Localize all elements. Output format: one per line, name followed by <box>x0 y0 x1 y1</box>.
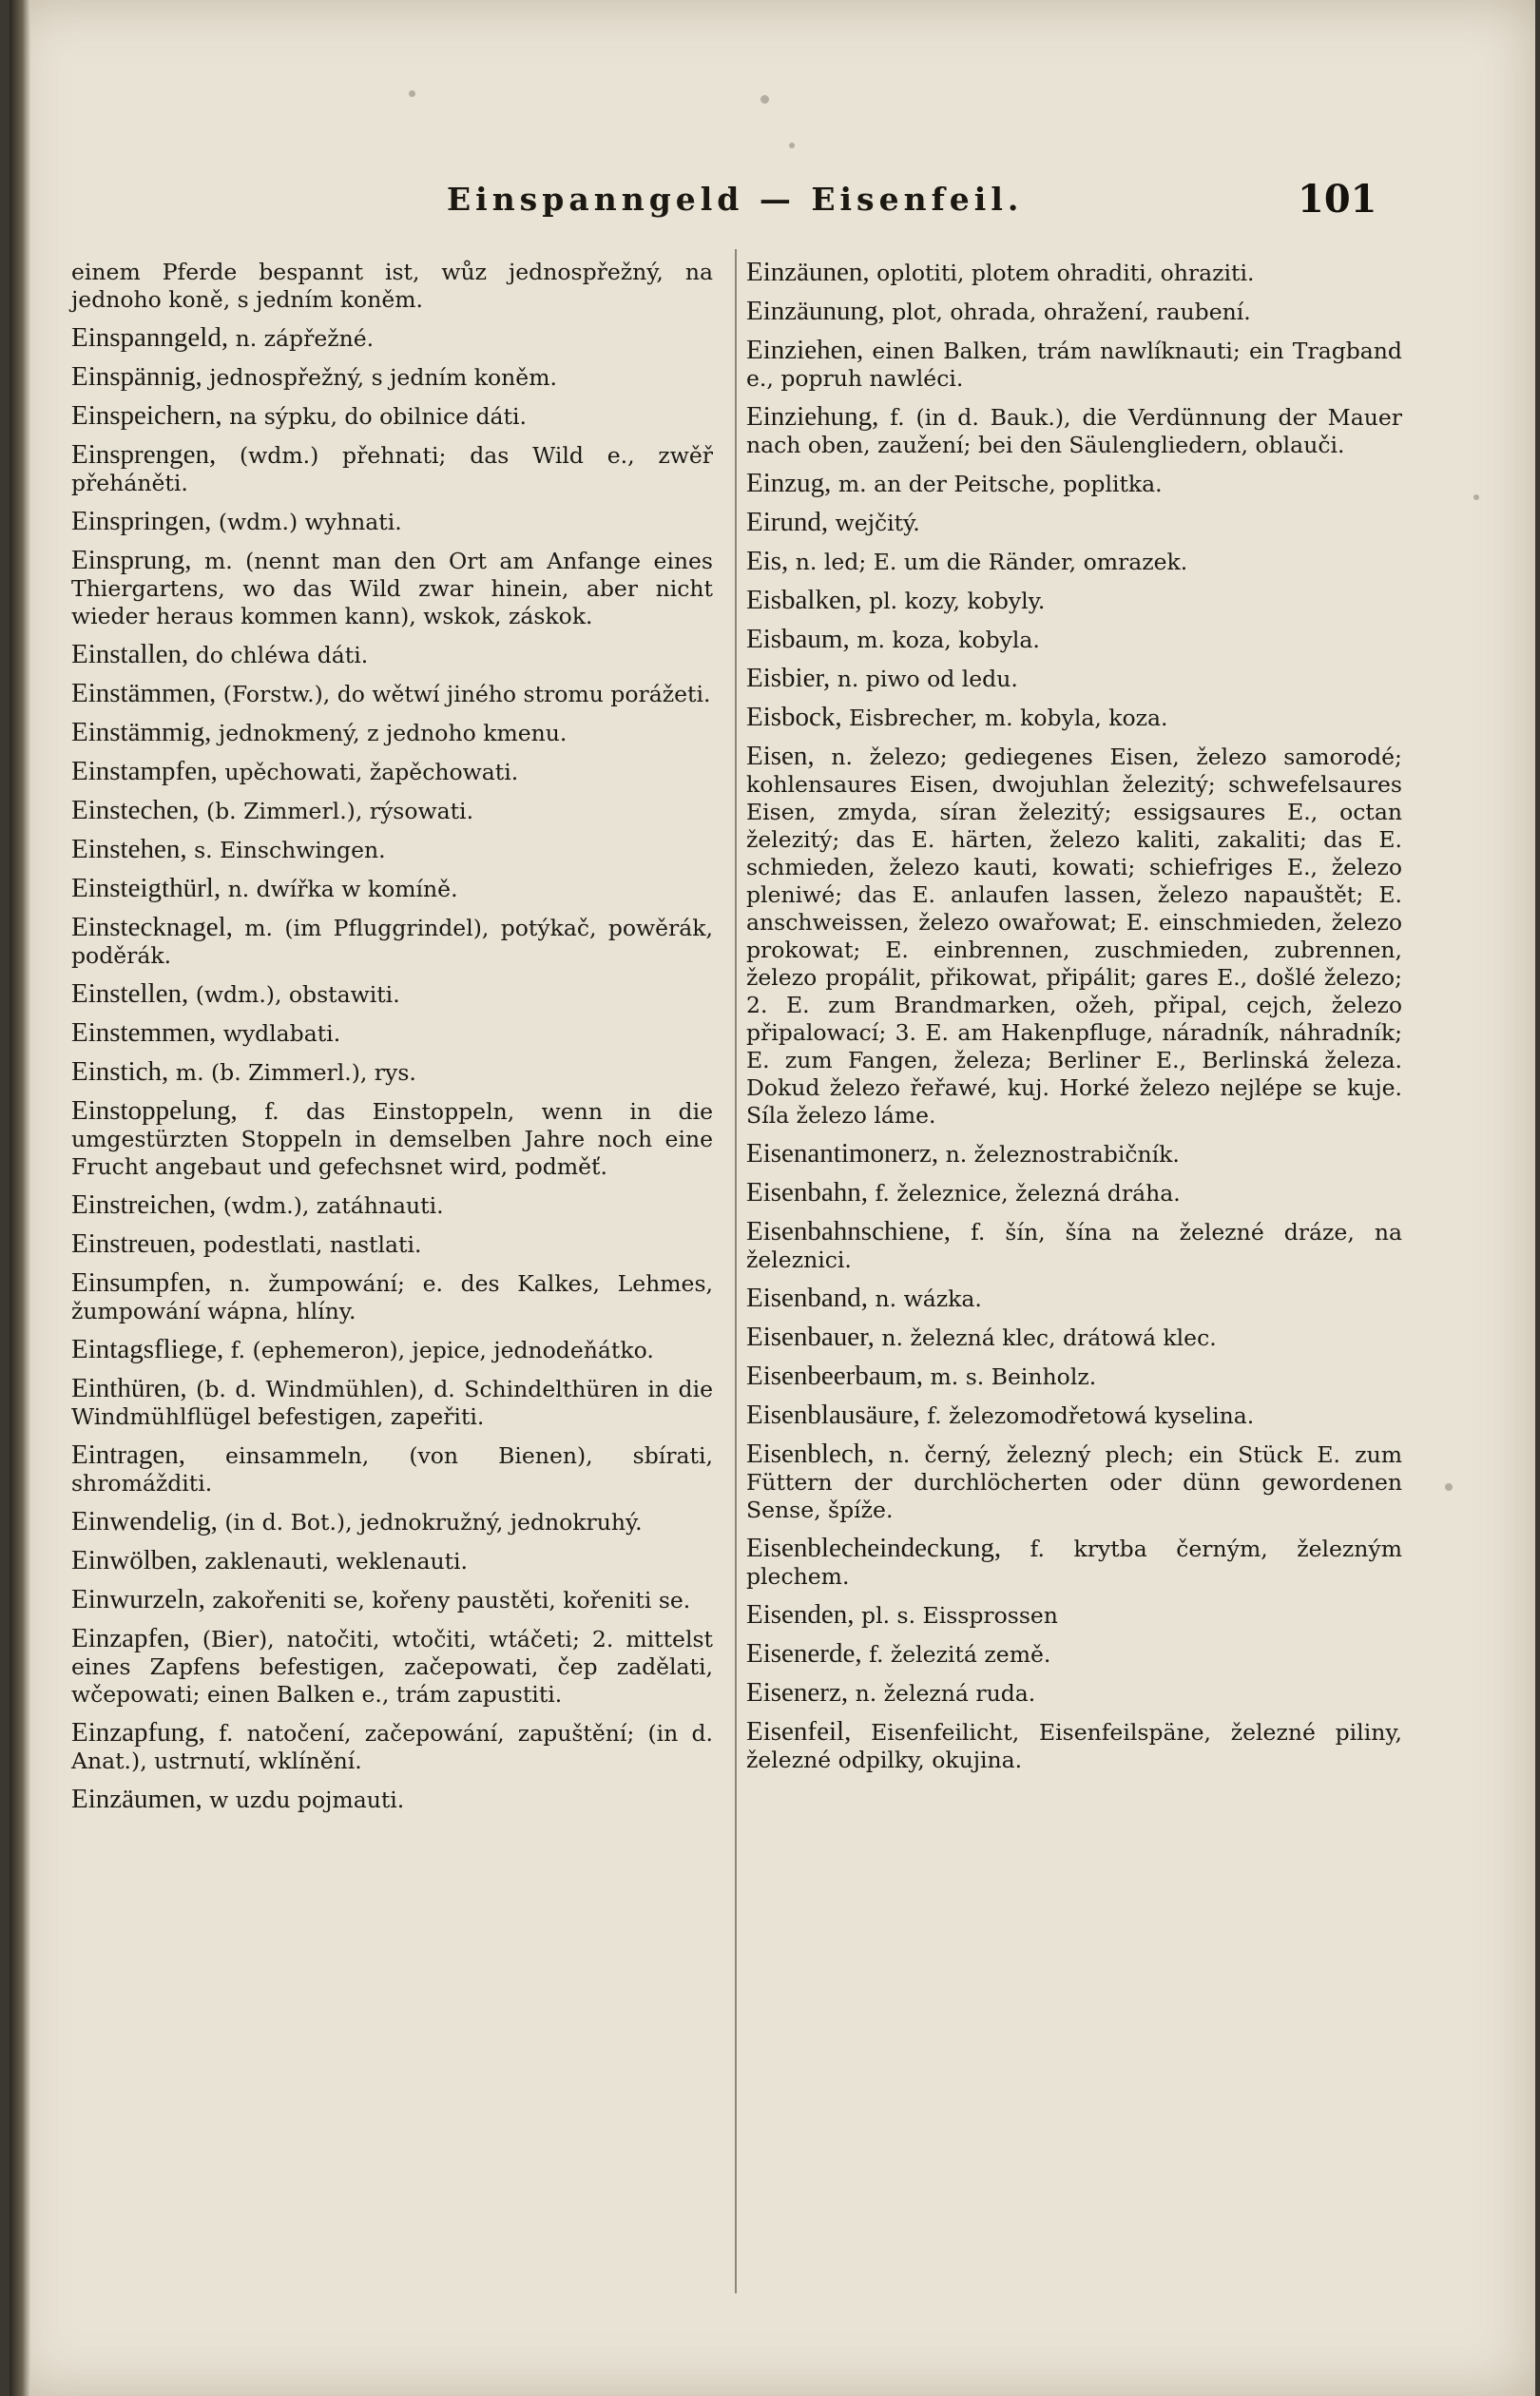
entry-headword: Einstechen, <box>71 795 200 825</box>
dictionary-entry <box>746 1140 1402 1169</box>
column-divider <box>735 249 737 2293</box>
entry-headword: Einsprengen, <box>71 439 217 470</box>
entry-definition: (wdm.), zatáhnauti. <box>222 1192 444 1219</box>
dictionary-entry <box>71 1375 713 1431</box>
entry-headword: Einsprung, <box>71 545 192 575</box>
dictionary-entry <box>746 1324 1402 1352</box>
dictionary-entry <box>746 1718 1402 1774</box>
entry-definition: m. (b. Zimmerl.), rys. <box>175 1059 416 1086</box>
dictionary-entry <box>71 836 713 864</box>
dictionary-entry <box>746 1440 1402 1524</box>
paper-speck <box>409 90 415 97</box>
entry-definition: zaklenauti, weklenauti. <box>204 1548 469 1575</box>
entry-definition: (b. Zimmerl.), rýsowati. <box>205 798 474 824</box>
entry-definition: zakořeniti se, kořeny paustěti, kořeniti se. <box>212 1587 691 1613</box>
entry-definition: n. žumpowání; e. des Kalkes, Lehmes, žumpowání wápna, hlíny. <box>71 1270 713 1324</box>
right-column <box>746 259 1402 1785</box>
entry-headword: Eisenbeerbaum, <box>746 1361 924 1391</box>
entry-headword: Einstehen, <box>71 834 187 864</box>
dictionary-entry <box>746 665 1402 693</box>
entry-headword: Einzapfen, <box>71 1623 190 1653</box>
entry-definition: n. dwířka w komíně. <box>227 876 458 902</box>
entry-headword: Einthüren, <box>71 1373 187 1403</box>
page-number: 101 <box>1298 177 1377 222</box>
entry-headword: Einzapfung, <box>71 1717 205 1748</box>
entry-definition: (wdm.), obstawiti. <box>195 981 400 1008</box>
dictionary-entry <box>71 875 713 903</box>
entry-definition: n. černý, železný plech; ein Stück E. zum Füttern der durchlöcherten oder dünn gewordenen Sense, špíže. <box>746 1441 1402 1523</box>
entry-definition: s. Einschwingen. <box>194 837 386 863</box>
entry-definition: Eisbrecher, m. kobyla, koza. <box>849 705 1168 731</box>
dictionary-entry <box>746 1535 1402 1591</box>
dictionary-entry <box>746 337 1402 393</box>
entry-headword: Eisenbahnschiene, <box>746 1216 952 1246</box>
entry-headword: Einstämmig, <box>71 717 212 747</box>
entry-headword: Einwölben, <box>71 1545 198 1575</box>
entry-definition: einen Balken, trám nawlíknauti; ein Tragband e., popruh nawléci. <box>746 338 1402 392</box>
entry-definition: f. železomodřetowá kyselina. <box>927 1402 1255 1429</box>
entry-headword: Eisenblech, <box>746 1439 875 1469</box>
entry-headword: Einsteigthürl, <box>71 873 221 903</box>
entry-definition: jednospřežný, s jedním koněm. <box>209 364 557 391</box>
dictionary-entry <box>71 1230 713 1259</box>
entry-headword: Eisenbauer, <box>746 1322 875 1352</box>
entry-definition: (Forstw.), do wětwí jiného stromu porážeti. <box>222 681 711 707</box>
book-gutter <box>10 0 30 2396</box>
entry-definition: n. piwo od ledu. <box>837 666 1018 692</box>
dictionary-entry <box>71 1441 713 1498</box>
dictionary-entry <box>71 1269 713 1325</box>
entry-headword: Einstellen, <box>71 978 189 1009</box>
entry-headword: Eisenerz, <box>746 1677 849 1708</box>
dictionary-entry <box>746 704 1402 732</box>
entry-definition: f. (in d. Bauk.), die Verdünnung der Mauer nach oben, zaužení; bei den Säulengliedern, oblauči. <box>746 404 1402 458</box>
dictionary-entry <box>71 914 713 970</box>
entry-definition: f. natočení, začepowání, zapuštění; (in d. Anat.), ustrnutí, wklínění. <box>71 1720 713 1774</box>
entry-headword: Einstecknagel, <box>71 912 233 942</box>
entry-definition: n. železná klec, drátowá klec. <box>881 1324 1217 1351</box>
entry-headword: Eirund, <box>746 507 829 537</box>
entry-definition: m. (im Pfluggrindel), potýkač, powěrák, poděrák. <box>71 915 713 969</box>
paper-speck <box>789 143 795 148</box>
entry-definition: n. led; E. um die Ränder, omrazek. <box>795 549 1188 575</box>
entry-definition: (in d. Bot.), jednokružný, jednokruhý. <box>224 1509 643 1536</box>
dictionary-entry <box>746 298 1402 326</box>
entry-definition: f. železitá země. <box>869 1641 1051 1668</box>
entry-definition: (wdm.) přehnati; das Wild e., zwěř přeháněti. <box>71 442 713 496</box>
entry-headword: Einstampfen, <box>71 756 218 786</box>
dictionary-entry <box>746 587 1402 615</box>
entry-definition: Eisenfeilicht, Eisenfeilspäne, železné piliny, železné odpilky, okujina. <box>746 1719 1402 1773</box>
entry-definition: (wdm.) wyhnati. <box>218 509 402 535</box>
dictionary-entry <box>71 324 713 353</box>
dictionary-entry <box>746 1679 1402 1708</box>
entry-headword: Einstreichen, <box>71 1189 217 1220</box>
dictionary-entry <box>71 1058 713 1087</box>
dictionary-entry <box>71 1547 713 1575</box>
dictionary-entry <box>71 641 713 669</box>
dictionary-entry <box>746 259 1402 287</box>
entry-headword: Eisenantimonerz, <box>746 1138 939 1169</box>
entry-definition: m. an der Peitsche, poplitka. <box>837 471 1163 497</box>
entry-headword: Eisenband, <box>746 1283 869 1313</box>
entry-headword: Einspeichern, <box>71 400 222 431</box>
entry-headword: Einwurzeln, <box>71 1584 205 1614</box>
entry-headword: Eintragen, <box>71 1440 185 1470</box>
entry-definition: f. das Einstoppeln, wenn in die umgestürzten Stoppeln in demselben Jahre noch eine Frucht angebaut und gefechsnet wird, podměť. <box>71 1098 713 1180</box>
entry-headword: Einzäumen, <box>71 1784 202 1814</box>
entry-definition: m. (nennt man den Ort am Anfange eines Thiergartens, wo das Wild zwar hinein, aber nicht wieder heraus kommen kann), wskok, záskok. <box>71 548 713 629</box>
entry-headword: Einstallen, <box>71 639 189 669</box>
dictionary-entry <box>71 1625 713 1709</box>
entry-headword: Eisbock, <box>746 702 842 732</box>
dictionary-entry <box>746 1218 1402 1274</box>
dictionary-entry <box>746 626 1402 654</box>
entry-definition: n. železnostrabičník. <box>945 1141 1180 1168</box>
entry-definition: f. (ephemeron), jepice, jednodeňátko. <box>230 1337 654 1363</box>
entry-definition: einem Pferde bespannt ist, wůz jednospřežný, na jednoho koně, s jedním koněm. <box>71 259 713 313</box>
entry-definition: m. s. Beinholz. <box>930 1363 1097 1390</box>
entry-definition: wydlabati. <box>222 1020 341 1047</box>
entry-headword: Einziehen, <box>746 335 864 365</box>
dictionary-entry <box>71 980 713 1009</box>
entry-headword: Einspringen, <box>71 506 212 536</box>
page-header <box>10 177 1535 228</box>
entry-definition: do chléwa dáti. <box>195 642 369 668</box>
dictionary-entry <box>71 441 713 497</box>
entry-headword: Einzug, <box>746 468 832 498</box>
entry-definition: f. krytba černým, železným plechem. <box>746 1536 1402 1590</box>
paper-speck <box>760 95 769 104</box>
entry-headword: Eisenblausäure, <box>746 1400 920 1430</box>
entry-headword: Eis, <box>746 546 789 576</box>
dictionary-entry <box>746 1601 1402 1630</box>
dictionary-entry <box>71 259 713 314</box>
entry-definition: pl. kozy, kobyly. <box>869 588 1046 614</box>
entry-definition: einsammeln, (von Bienen), sbírati, shromážditi. <box>71 1442 713 1497</box>
entry-headword: Einziehung, <box>746 401 879 432</box>
entry-headword: Einspännig, <box>71 361 202 392</box>
running-title: Einspanngeld — Eisenfeil. <box>447 181 1024 218</box>
dictionary-entry <box>71 758 713 786</box>
dictionary-entry <box>746 509 1402 537</box>
entry-headword: Einstoppelung, <box>71 1095 238 1126</box>
dictionary-entry <box>71 402 713 431</box>
dictionary-entry <box>746 1640 1402 1669</box>
entry-definition: pl. s. Eissprossen <box>861 1602 1058 1629</box>
entry-definition: w uzdu pojmauti. <box>209 1787 405 1813</box>
entry-definition: f. železnice, železná dráha. <box>875 1180 1181 1207</box>
entry-headword: Einsumpfen, <box>71 1267 212 1298</box>
entry-headword: Eisenblecheindeckung, <box>746 1533 1002 1563</box>
dictionary-entry <box>71 1336 713 1364</box>
dictionary-entry <box>746 1285 1402 1313</box>
entry-headword: Eisbalken, <box>746 585 862 615</box>
dictionary-entry <box>71 719 713 747</box>
entry-headword: Eisenfeil, <box>746 1716 852 1747</box>
entry-definition: upěchowati, žapěchowati. <box>224 759 519 785</box>
paper-speck <box>1445 1483 1453 1491</box>
entry-definition: n. železo; gediegenes Eisen, železo samorodé; kohlensaures Eisen, dwojuhlan železitý; schwefelsaures Eisen, zmyda, síran železitý; essigsaures E., octan železitý; das E. härten, železo kaliti, zakaliti; das E. schmieden, železo kauti, kowati; schiefriges E., železo pleniwé; das E. anlaufen lassen, železo napauštět; E. anschweissen, železo owařowat; E. einschmieden, železo prokowat; E. einbrennen, zuschmieden, zubrennen, železo propálit, přikowat, připálit; gares E., došlé železo; 2. E. zum Brandmarken, ožeh, připal, cejch, železo připalowací; 3. E. am Hakenpfluge, náradník, náhradník; E. zum Fangen, železa; Berliner E., Berlinská železa. Dokud železo řeřawé, kuj. Horké železo nejlépe se kuje. Síla železo láme. <box>746 744 1402 1129</box>
entry-headword: Eisbaum, <box>746 624 850 654</box>
entry-headword: Einzäunen, <box>746 257 870 287</box>
dictionary-entry <box>746 743 1402 1130</box>
dictionary-entry <box>71 1019 713 1048</box>
entry-definition: f. šín, šína na železné dráze, na železnici. <box>746 1219 1402 1273</box>
dictionary-entry <box>71 1508 713 1536</box>
dictionary-entry <box>746 1179 1402 1208</box>
dictionary-entry <box>746 548 1402 576</box>
entry-definition: m. koza, kobyla. <box>857 627 1040 653</box>
dictionary-entry <box>71 363 713 392</box>
dictionary-entry <box>746 470 1402 498</box>
dictionary-entry <box>71 1719 713 1775</box>
entry-definition: na sýpku, do obilnice dáti. <box>229 403 527 430</box>
dictionary-entry <box>746 403 1402 459</box>
dictionary-entry <box>71 1097 713 1181</box>
dictionary-entry <box>71 508 713 536</box>
entry-definition: n. wázka. <box>875 1285 982 1312</box>
entry-definition: plot, ohrada, ohražení, raubení. <box>892 299 1251 325</box>
entry-headword: Einwendelig, <box>71 1506 218 1536</box>
entry-definition: (Bier), natočiti, wtočiti, wtáčeti; 2. mittelst eines Zapfens befestigen, začepowati, čep zadělati, wčepowati; einen Balken e., trám zapustiti. <box>71 1626 713 1708</box>
dictionary-entry <box>746 1401 1402 1430</box>
entry-headword: Einstich, <box>71 1056 169 1087</box>
entry-headword: Einzäunung, <box>746 296 885 326</box>
paper-speck <box>1473 494 1479 500</box>
entry-headword: Einspanngeld, <box>71 322 229 353</box>
left-column <box>71 259 713 1825</box>
dictionary-entry <box>71 1191 713 1220</box>
dictionary-entry <box>71 1786 713 1814</box>
dictionary-entry <box>746 1362 1402 1391</box>
entry-headword: Einstemmen, <box>71 1017 217 1048</box>
entry-headword: Einstreuen, <box>71 1228 197 1259</box>
entry-definition: (b. d. Windmühlen), d. Schindelthüren in die Windmühlflügel befestigen, zapeřiti. <box>71 1376 713 1430</box>
entry-definition: wejčitý. <box>835 510 920 536</box>
entry-definition: oplotiti, plotem ohraditi, ohraziti. <box>876 260 1255 286</box>
entry-definition: jednokmený, z jednoho kmenu. <box>218 720 568 746</box>
entry-headword: Einstämmen, <box>71 678 217 708</box>
dictionary-entry <box>71 680 713 708</box>
dictionary-entry <box>71 547 713 630</box>
entry-headword: Eisenerde, <box>746 1638 862 1669</box>
entry-definition: n. zápřežné. <box>235 325 375 352</box>
entry-definition: podestlati, nastlati. <box>202 1231 422 1258</box>
entry-definition: n. železná ruda. <box>855 1680 1036 1707</box>
dictionary-entry <box>71 1586 713 1614</box>
entry-headword: Eisenbahn, <box>746 1177 869 1208</box>
entry-headword: Eisenden, <box>746 1599 855 1630</box>
dictionary-entry <box>71 797 713 825</box>
entry-headword: Eisen, <box>746 741 815 771</box>
dictionary-page <box>10 0 1535 2396</box>
entry-headword: Eintagsfliege, <box>71 1334 224 1364</box>
entry-headword: Eisbier, <box>746 663 831 693</box>
